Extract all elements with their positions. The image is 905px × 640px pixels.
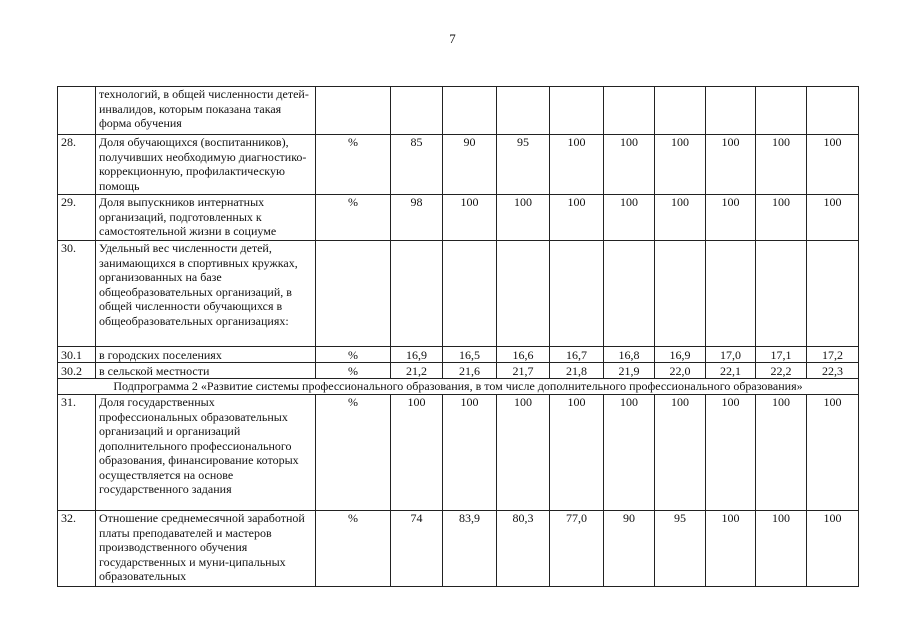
row-number: 28.	[58, 135, 96, 195]
unit-cell: %	[316, 511, 391, 587]
value-cell: 21,2	[391, 363, 443, 379]
value-cell: 16,7	[550, 347, 604, 363]
value-cell	[497, 87, 550, 135]
unit-cell: %	[316, 135, 391, 195]
table-row	[58, 511, 859, 587]
value-cell: 16,9	[655, 347, 706, 363]
value-cell: 100	[655, 135, 706, 195]
value-cell: 100	[807, 135, 859, 195]
page-number: 7	[449, 31, 456, 46]
value-cell: 16,9	[391, 347, 443, 363]
value-cell: 77,0	[550, 511, 604, 587]
table-row	[58, 195, 859, 241]
unit-cell	[316, 241, 391, 347]
indicator-name: Доля выпускников интернатных организаций, подготовленных к самостоятельной жизни в социуме	[96, 195, 316, 241]
value-cell	[706, 87, 756, 135]
value-cell: 22,2	[756, 363, 807, 379]
value-cell: 100	[443, 195, 497, 241]
value-cell: 90	[443, 135, 497, 195]
value-cell: 22,0	[655, 363, 706, 379]
value-cell: 100	[807, 511, 859, 587]
row-number: 30.1	[58, 347, 96, 363]
value-cell: 100	[706, 195, 756, 241]
value-cell: 100	[604, 395, 655, 511]
value-cell	[391, 87, 443, 135]
value-cell: 100	[604, 135, 655, 195]
value-cell: 100	[807, 395, 859, 511]
value-cell: 100	[655, 195, 706, 241]
indicator-name: в городских поселениях	[96, 347, 316, 363]
value-cell: 21,8	[550, 363, 604, 379]
value-cell: 100	[497, 195, 550, 241]
value-cell	[756, 241, 807, 347]
value-cell: 100	[550, 135, 604, 195]
value-cell: 100	[756, 135, 807, 195]
table-row	[58, 135, 859, 195]
value-cell: 22,1	[706, 363, 756, 379]
value-cell: 83,9	[443, 511, 497, 587]
indicator-name: Доля государственных профессиональных образовательных организаций и организаций дополнительного профессионального образования, финансирование которых осуществляется на основе государственного задания	[96, 395, 316, 511]
value-cell: 100	[706, 511, 756, 587]
value-cell	[443, 87, 497, 135]
row-number: 31.	[58, 395, 96, 511]
value-cell	[443, 241, 497, 347]
value-cell: 100	[655, 395, 706, 511]
value-cell	[391, 241, 443, 347]
subprogram-title: Подпрограмма 2 «Развитие системы профессионального образования, в том числе дополнительного профессионального образования»	[58, 379, 859, 395]
unit-cell: %	[316, 395, 391, 511]
value-cell	[756, 87, 807, 135]
value-cell	[655, 87, 706, 135]
value-cell: 17,0	[706, 347, 756, 363]
table-row	[58, 241, 859, 347]
value-cell: 100	[391, 395, 443, 511]
value-cell: 100	[497, 395, 550, 511]
value-cell: 22,3	[807, 363, 859, 379]
indicator-name: Отношение среднемесячной заработной платы преподавателей и мастеров производственного обучения государственных и муни-ципальных образовательных	[96, 511, 316, 587]
value-cell: 95	[497, 135, 550, 195]
value-cell: 17,1	[756, 347, 807, 363]
value-cell: 16,5	[443, 347, 497, 363]
subprogram-row	[58, 379, 859, 395]
table-row	[58, 87, 859, 135]
table-row	[58, 363, 859, 379]
value-cell: 95	[655, 511, 706, 587]
indicator-name: Доля обучающихся (воспитанников), получивших необходимую диагностико-коррекционную, профилактическую помощь	[96, 135, 316, 195]
indicator-name: Удельный вес численности детей, занимающихся в спортивных кружках, организованных на базе общеобразовательных организаций, в общей численности обучающихся в общеобразовательных организациях:	[96, 241, 316, 347]
value-cell: 100	[604, 195, 655, 241]
table-row	[58, 395, 859, 511]
value-cell: 90	[604, 511, 655, 587]
value-cell: 17,2	[807, 347, 859, 363]
value-cell: 100	[706, 395, 756, 511]
value-cell: 80,3	[497, 511, 550, 587]
unit-cell: %	[316, 347, 391, 363]
value-cell: 16,8	[604, 347, 655, 363]
value-cell	[604, 241, 655, 347]
value-cell: 100	[807, 195, 859, 241]
table-row	[58, 347, 859, 363]
value-cell: 21,7	[497, 363, 550, 379]
value-cell: 100	[550, 395, 604, 511]
indicators-table	[57, 86, 859, 587]
row-number: 30.2	[58, 363, 96, 379]
value-cell	[497, 241, 550, 347]
value-cell: 85	[391, 135, 443, 195]
indicator-name: технологий, в общей численности детей-инвалидов, которым показана такая форма обучения	[96, 87, 316, 135]
value-cell: 100	[756, 195, 807, 241]
value-cell	[604, 87, 655, 135]
row-number: 30.	[58, 241, 96, 347]
value-cell	[807, 87, 859, 135]
value-cell: 100	[756, 395, 807, 511]
row-number: 32.	[58, 511, 96, 587]
value-cell	[706, 241, 756, 347]
value-cell: 100	[706, 135, 756, 195]
value-cell: 98	[391, 195, 443, 241]
value-cell	[550, 241, 604, 347]
unit-cell: %	[316, 363, 391, 379]
unit-cell	[316, 87, 391, 135]
value-cell	[807, 241, 859, 347]
value-cell: 100	[756, 511, 807, 587]
indicator-name: в сельской местности	[96, 363, 316, 379]
value-cell: 21,6	[443, 363, 497, 379]
row-number	[58, 87, 96, 135]
value-cell: 16,6	[497, 347, 550, 363]
row-number: 29.	[58, 195, 96, 241]
value-cell	[550, 87, 604, 135]
unit-cell: %	[316, 195, 391, 241]
value-cell: 100	[550, 195, 604, 241]
value-cell: 100	[443, 395, 497, 511]
value-cell	[655, 241, 706, 347]
value-cell: 21,9	[604, 363, 655, 379]
value-cell: 74	[391, 511, 443, 587]
